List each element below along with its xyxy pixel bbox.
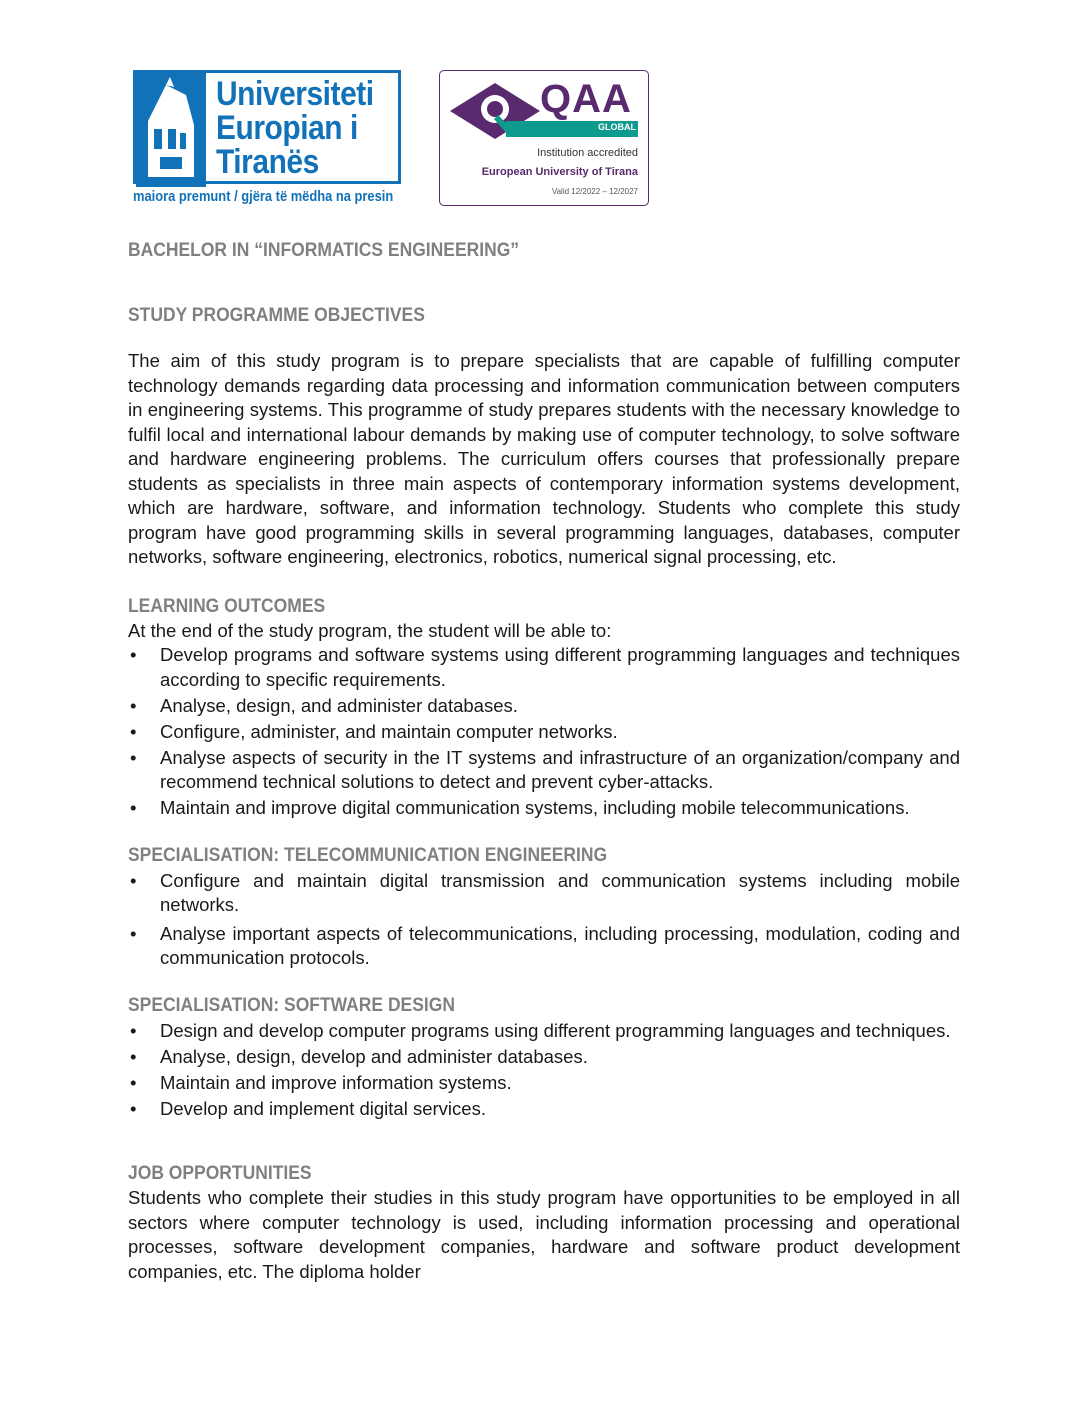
list-item: • Analyse, design, and administer databases. (128, 694, 960, 719)
outcomes-heading: LEARNING OUTCOMES (128, 595, 326, 617)
list-item: • Develop and implement digital services. (128, 1097, 960, 1122)
qaa-validity: Valid 12/2022 – 12/2027 (551, 187, 638, 196)
building-icon (136, 73, 206, 187)
university-motto: maiora premunt / gjëra të mëdha na presin (133, 188, 394, 205)
university-name (216, 77, 374, 179)
jobs-paragraph: Students who complete their studies in this study program have opportunities to be employed in all sectors where computer technology is used, including information processing and operational processes, software development companies, hardware and software product development companies, etc. The diploma holder (128, 1187, 960, 1282)
outcomes-intro: At the end of the study program, the student will be able to: (128, 619, 612, 641)
software-list (128, 1019, 960, 1122)
list-item: • Maintain and improve information systems. (128, 1071, 960, 1096)
list-item: • Configure, administer, and maintain computer networks. (128, 720, 960, 745)
list-item: • Develop programs and software systems using different programming languages and techniques according to specific requirements. (128, 643, 960, 692)
telecom-heading: SPECIALISATION: TELECOMMUNICATION ENGINEERING (128, 844, 608, 866)
telecom-list (128, 869, 960, 971)
document-body (128, 240, 960, 1284)
list-item: • Analyse aspects of security in the IT systems and infrastructure of an organization/company and recommend technical solutions to detect and prevent cyber-attacks. (128, 746, 960, 795)
software-heading: SPECIALISATION: SOFTWARE DESIGN (128, 994, 455, 1016)
outcomes-list (128, 643, 960, 821)
university-name-line-3: Tiranës (216, 143, 319, 181)
list-item: • Analyse important aspects of telecommunications, including processing, modulation, coding and communication protocols. (128, 922, 960, 971)
objectives-heading: STUDY PROGRAMME OBJECTIVES (128, 305, 425, 326)
jobs-heading: JOB OPPORTUNITIES (128, 1163, 312, 1184)
page-title: BACHELOR IN “INFORMATICS ENGINEERING” (128, 240, 520, 261)
list-item: • Analyse, design, develop and administer databases. (128, 1045, 960, 1070)
university-logo (133, 70, 405, 208)
objectives-paragraph: The aim of this study program is to prepare specialists that are capable of fulfilling computer technology demands regarding data processing and information communication between computers in engineering systems. This programme of study prepares students with the necessary knowledge to fulfil local and international labour demands by making use of computer technology, to solve software and hardware engineering problems. The curriculum offers courses that professionally prepare students as specialists in three main aspects of contemporary information systems development, which are hardware, software, and information technology. Students who complete this study program have good programming skills in several programming languages, databases, computer networks, software engineering, electronics, robotics, numerical signal processing, etc. (128, 350, 960, 567)
list-item: • Design and develop computer programs using different programming languages and techniques. (128, 1019, 960, 1044)
university-name-line-2: Europian i (216, 109, 358, 147)
qaa-accreditation-badge (439, 70, 649, 206)
university-name-line-1: Universiteti (216, 75, 374, 113)
list-item: • Maintain and improve digital communication systems, including mobile telecommunications. (128, 796, 960, 821)
qaa-accredited-text: Institution accredited (537, 147, 638, 159)
qaa-global-label: GLOBAL (598, 122, 636, 132)
qaa-institution-name: European University of Tirana (481, 166, 638, 178)
logo-frame (133, 70, 401, 184)
list-item: • Configure and maintain digital transmission and communication systems including mobile networks. (128, 869, 960, 918)
qaa-title: QAA (540, 77, 632, 121)
